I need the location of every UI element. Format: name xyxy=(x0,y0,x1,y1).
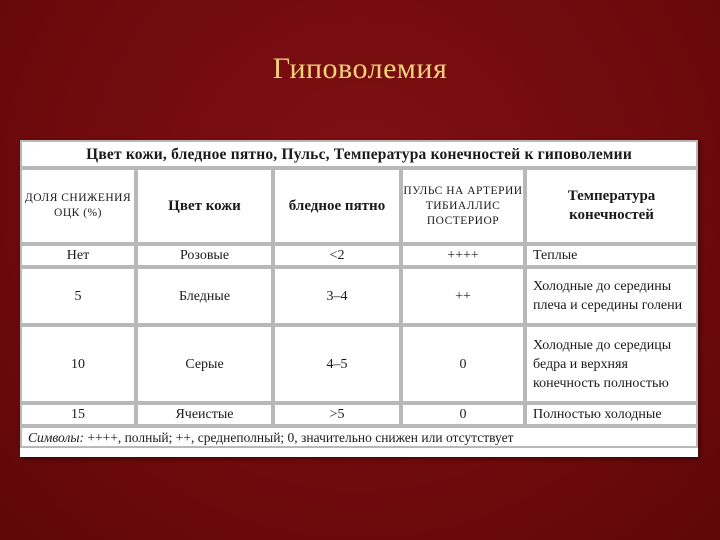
cell-skin-color: Серые xyxy=(136,325,273,403)
cell-skin-color: Бледные xyxy=(136,267,273,325)
cell-pale-spot: 4–5 xyxy=(273,325,401,403)
table-row xyxy=(20,267,698,325)
cell-volume-loss: 5 xyxy=(20,267,136,325)
table-row xyxy=(20,403,698,426)
header-limb-temperature: Температура конечностей xyxy=(525,168,698,244)
cell-pale-spot: >5 xyxy=(273,403,401,426)
cell-skin-color: Ячеистые xyxy=(136,403,273,426)
cell-limb-temperature: Полностью холодные xyxy=(525,403,698,426)
header-pulse: ПУЛЬС НА АРТЕРИИ ТИБИАЛЛИС ПОСТЕРИОР xyxy=(401,168,525,244)
table-row xyxy=(20,325,698,403)
header-volume-loss: ДОЛЯ СНИЖЕНИЯ ОЦК (%) xyxy=(20,168,136,244)
cell-pale-spot: <2 xyxy=(273,244,401,267)
table-caption: Цвет кожи, бледное пятно, Пульс, Температура конечностей к гиповолемии xyxy=(20,140,698,168)
cell-skin-color: Розовые xyxy=(136,244,273,267)
table-footnote xyxy=(20,426,698,448)
cell-pulse: ++++ xyxy=(401,244,525,267)
cell-pulse: 0 xyxy=(401,325,525,403)
cell-limb-temperature: Холодные до середины плеча и середины голени xyxy=(525,267,698,325)
hypovolemia-table xyxy=(20,140,698,457)
cell-pulse: ++ xyxy=(401,267,525,325)
cell-volume-loss: 10 xyxy=(20,325,136,403)
cell-volume-loss: 15 xyxy=(20,403,136,426)
header-skin-color: Цвет кожи xyxy=(136,168,273,244)
footnote-label: Символы: xyxy=(28,429,84,445)
footer-row xyxy=(20,426,698,448)
cell-limb-temperature: Холодные до середицы бедра и верхняя конечность полностью xyxy=(525,325,698,403)
header-pale-spot: бледное пятно xyxy=(273,168,401,244)
cell-pulse: 0 xyxy=(401,403,525,426)
cell-pale-spot: 3–4 xyxy=(273,267,401,325)
table-row xyxy=(20,244,698,267)
header-row xyxy=(20,168,698,244)
cell-limb-temperature: Теплые xyxy=(525,244,698,267)
cell-volume-loss: Нет xyxy=(20,244,136,267)
table-grid xyxy=(20,140,698,448)
slide-title: Гиповолемия xyxy=(272,52,448,85)
footnote-text: ++++, полный; ++, среднеполный; 0, значительно снижен или отсутствует xyxy=(84,429,514,445)
